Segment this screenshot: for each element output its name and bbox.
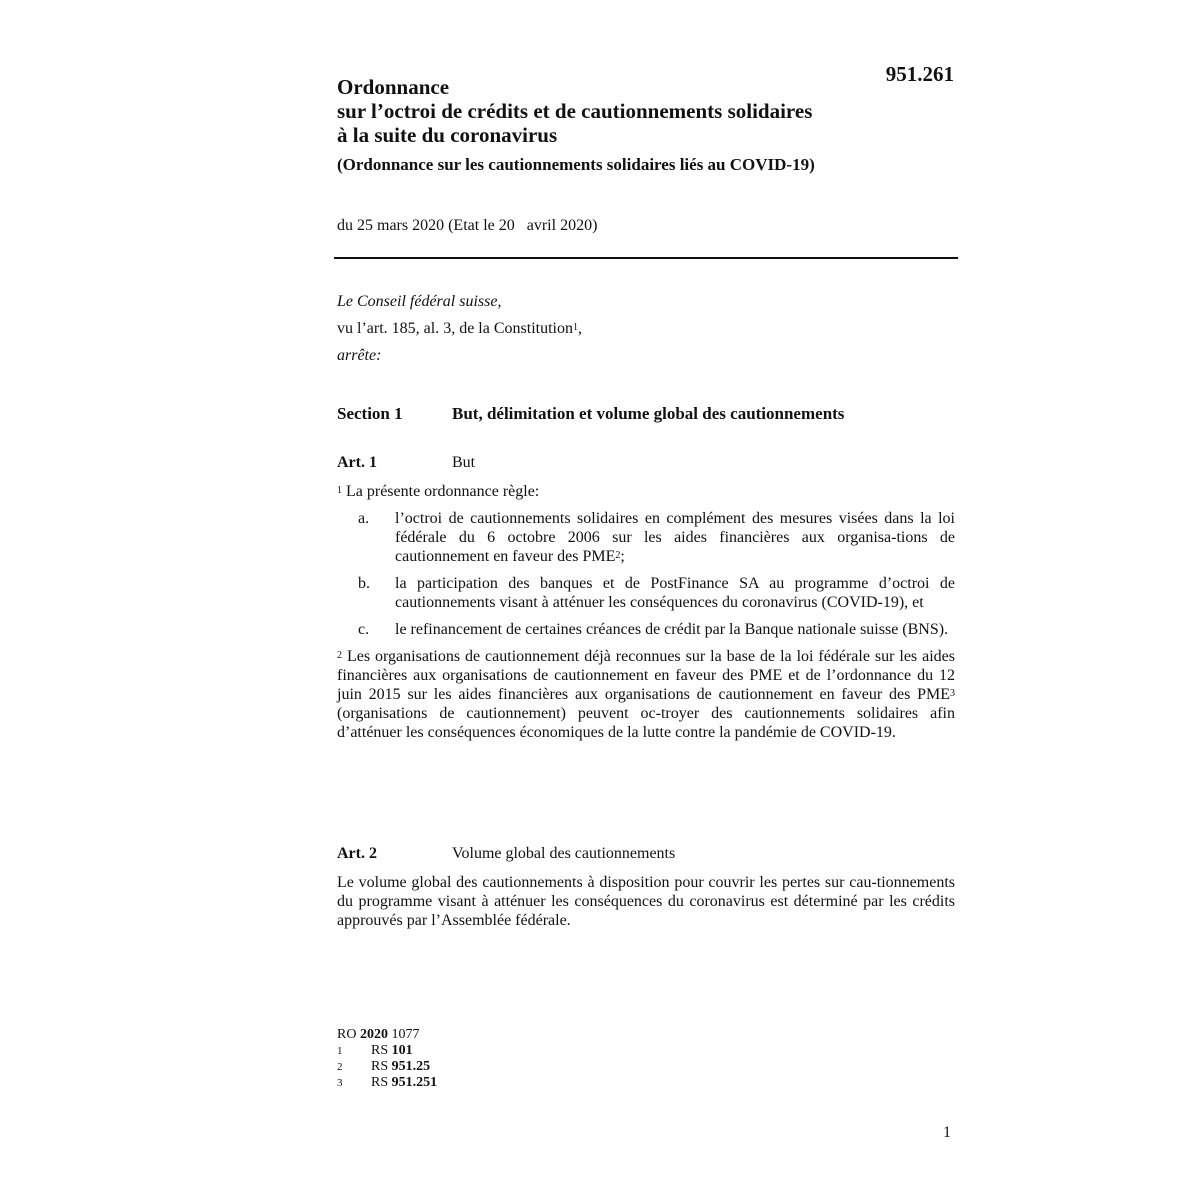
sr-number: 951.261 bbox=[885, 62, 954, 86]
list-item-text bbox=[395, 574, 955, 612]
list-item bbox=[337, 509, 955, 566]
page-number: 1 bbox=[943, 1124, 951, 1141]
footnote-prefix: RS bbox=[371, 1043, 389, 1058]
list-item-body: le refinancement de certaines créances de crédit par la Banque nationale suisse (BNS). bbox=[395, 621, 949, 638]
footnote-prefix: RS bbox=[371, 1059, 389, 1074]
preamble-basis-end: , bbox=[577, 320, 582, 337]
list-item-letter: c. bbox=[358, 621, 370, 638]
article-title: But bbox=[452, 454, 476, 471]
footnote-number: 1 bbox=[337, 1045, 343, 1057]
preamble bbox=[337, 288, 582, 369]
article-2-heading bbox=[337, 845, 675, 863]
list-item-body: la participation des banques et de PostFinance SA au programme d’octroi de cautionnements visant à atténuer les conséquences du coronavirus (COVID-19), et bbox=[395, 575, 955, 611]
preamble-basis bbox=[337, 315, 582, 342]
article-1-heading bbox=[337, 454, 475, 472]
footnote-ref[interactable]: 1 bbox=[572, 322, 578, 333]
section-title: But, délimitation et volume global des cautionnements bbox=[452, 404, 845, 423]
footnote-ref-text: 101 bbox=[391, 1043, 413, 1058]
footnote-ref[interactable]: 3 bbox=[950, 688, 955, 699]
list-item-text bbox=[395, 509, 955, 566]
paragraph-number: 1 bbox=[337, 485, 342, 496]
paragraph-intro: La présente ordonnance règle: bbox=[342, 483, 540, 500]
footnote-ref-text: 951.251 bbox=[391, 1075, 438, 1090]
article-1-body bbox=[337, 482, 955, 742]
list-item bbox=[337, 574, 955, 612]
footnotes bbox=[337, 1027, 437, 1091]
title-line: sur l’octroi de crédits et de cautionnements solidaires bbox=[337, 99, 813, 123]
list-item-end: ; bbox=[620, 548, 625, 565]
list-item bbox=[337, 620, 955, 639]
ro-year: 2020 bbox=[359, 1027, 388, 1042]
short-title: (Ordonnance sur les cautionnements solidaires liés au COVID-19) bbox=[337, 155, 815, 174]
preamble-decree: arrête: bbox=[337, 347, 382, 364]
footnote-prefix: RS bbox=[371, 1075, 389, 1090]
preamble-authority: Le Conseil fédéral suisse, bbox=[337, 293, 502, 310]
footnote-number: 3 bbox=[337, 1077, 343, 1089]
document-page bbox=[337, 0, 957, 1200]
list-item-letter: a. bbox=[358, 510, 370, 527]
article-number: Art. 1 bbox=[337, 454, 377, 471]
article-number: Art. 2 bbox=[337, 845, 377, 862]
footnote-item bbox=[337, 1059, 437, 1075]
ro-page: 1077 bbox=[387, 1027, 420, 1042]
section-label: Section 1 bbox=[337, 404, 403, 423]
date-line: du 25 mars 2020 (Etat le 20 avril 2020) bbox=[337, 217, 598, 234]
section-heading bbox=[337, 404, 844, 424]
article-2-body: Le volume global des cautionnements à disposition pour couvrir les pertes sur cau-tionnements du programme visant à atténuer les conséquences du coronavirus est déterminé par les crédits approuvés par l’Assemblée fédérale. bbox=[337, 874, 955, 929]
paragraph-text: Les organisations de cautionnement déjà reconnues sur la base de la loi fédérale sur les aides financières aux organisations de cautionnement en faveur des PME et de l’ordonnance du 12 juin 2015 sur les aides financières aux organisations de cautionnement en faveur des PME bbox=[337, 648, 955, 703]
footnote-ref[interactable]: 2 bbox=[615, 550, 621, 561]
footnote-item bbox=[337, 1043, 437, 1059]
footnote-item bbox=[337, 1075, 437, 1091]
footnote-number: 2 bbox=[337, 1061, 343, 1073]
ro-prefix: RO bbox=[337, 1027, 360, 1042]
list-item-text bbox=[395, 620, 955, 639]
paragraph-2 bbox=[337, 647, 955, 742]
document-title bbox=[337, 75, 937, 147]
list-item-body: l’octroi de cautionnements solidaires en complément des mesures visées dans la loi fédérale du 6 octobre 2006 sur les aides financières aux organisa-tions de cautionnement en faveur des PME bbox=[395, 510, 955, 565]
paragraph-number: 2 bbox=[337, 650, 342, 661]
preamble-basis-text: vu l’art. 185, al. 3, de la Constitution bbox=[337, 320, 573, 337]
paragraph-1 bbox=[337, 482, 955, 501]
header-rule bbox=[334, 257, 958, 259]
footnote-ref-text: 951.25 bbox=[391, 1059, 431, 1074]
ro-reference bbox=[337, 1027, 437, 1043]
paragraph-text-cont: (organisations de cautionnement) peuvent oc-troyer des cautionnements solidaires afin d’atténuer les conséquences économiques de la lutte contre la pandémie de COVID-19. bbox=[337, 705, 955, 741]
list-item-letter: b. bbox=[358, 575, 370, 592]
article-title: Volume global des cautionnements bbox=[452, 845, 676, 862]
title-line: Ordonnance bbox=[337, 75, 450, 99]
title-line: à la suite du coronavirus bbox=[337, 123, 558, 147]
